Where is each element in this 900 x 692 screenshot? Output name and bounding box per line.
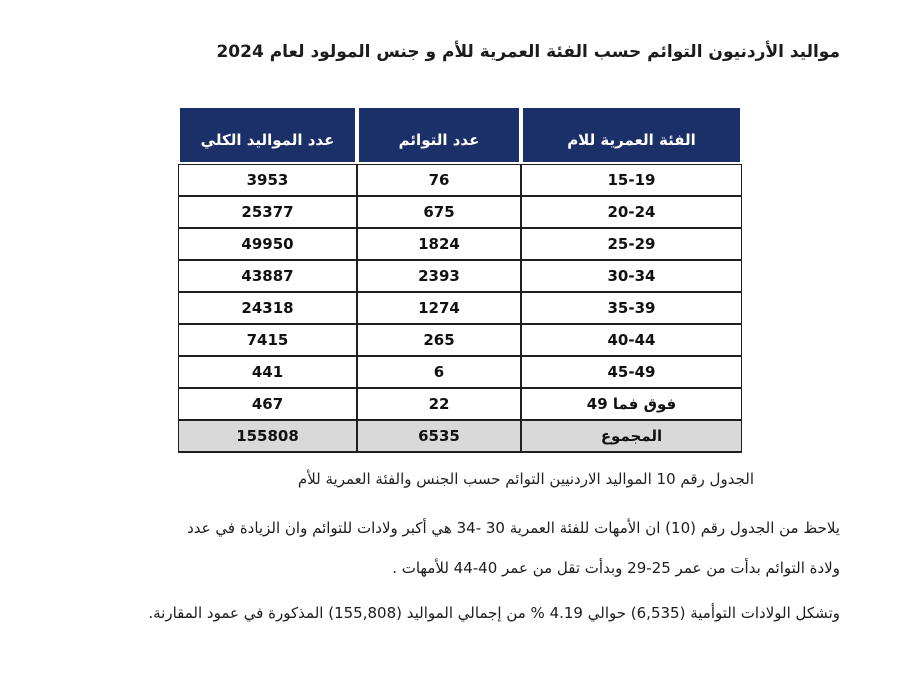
header-total-births: عدد المواليد الكلي <box>178 106 357 164</box>
header-twins-count: عدد التوائم <box>357 106 521 164</box>
twins-cell: 22 <box>357 388 521 420</box>
total-cell: 49950 <box>178 228 357 260</box>
total-cell: 441 <box>178 356 357 388</box>
total-cell: 467 <box>178 388 357 420</box>
age-cell: 15-19 <box>521 164 742 196</box>
age-cell: فوق فما 49 <box>521 388 742 420</box>
table-row-35-39 <box>178 292 742 324</box>
table-caption: الجدول رقم 10 المواليد الاردنيين التوائم حسب الجنس والفئة العمرية للأم <box>297 470 754 488</box>
twins-cell: 6 <box>357 356 521 388</box>
table-row-40-44 <box>178 324 742 356</box>
twins-cell: 675 <box>357 196 521 228</box>
twins-cell: 1274 <box>357 292 521 324</box>
analysis-paragraph-line3: وتشكل الولادات التوأمية (6,535) حوالي 4.19 % من إجمالي المواليد (155,808) المذكورة في عمود المقارنة. <box>148 604 840 622</box>
page-title: مواليد الأردنيون التوائم حسب الفئة العمرية للأم و جنس المولود لعام 2024 <box>216 42 840 62</box>
header-age-category: الفئة العمرية للام <box>521 106 742 164</box>
table-header-row <box>178 106 742 164</box>
table-row-25-29 <box>178 228 742 260</box>
total-cell: 3953 <box>178 164 357 196</box>
total-cell: 43887 <box>178 260 357 292</box>
table-row-20-24 <box>178 196 742 228</box>
age-cell: 30-34 <box>521 260 742 292</box>
age-cell: 25-29 <box>521 228 742 260</box>
table-row-total <box>178 420 742 453</box>
total-twins-cell: 6535 <box>357 420 521 453</box>
analysis-paragraph-line1: يلاحظ من الجدول رقم (10) ان الأمهات للفئة العمرية 30 -34 هي أكبر ولادات للتوائم وان الزيادة في عدد <box>187 519 840 537</box>
age-cell: 40-44 <box>521 324 742 356</box>
twins-cell: 76 <box>357 164 521 196</box>
table-row-45-49 <box>178 356 742 388</box>
table-row-30-34 <box>178 260 742 292</box>
age-cell: 35-39 <box>521 292 742 324</box>
table-row-15-19 <box>178 164 742 196</box>
age-cell: 45-49 <box>521 356 742 388</box>
twins-cell: 2393 <box>357 260 521 292</box>
twins-cell: 1824 <box>357 228 521 260</box>
analysis-paragraph-line2: ولادة التوائم بدأت من عمر 25-29 وبدأت تقل من عمر 40-44 للأمهات . <box>392 559 840 577</box>
total-cell: 24318 <box>178 292 357 324</box>
total-births-cell: 155808 <box>178 420 357 453</box>
twins-cell: 265 <box>357 324 521 356</box>
total-label-cell: المجموع <box>521 420 742 453</box>
total-cell: 7415 <box>178 324 357 356</box>
table-row-49-and-above <box>178 388 742 420</box>
total-cell: 25377 <box>178 196 357 228</box>
twin-births-table <box>178 106 742 453</box>
age-cell: 20-24 <box>521 196 742 228</box>
